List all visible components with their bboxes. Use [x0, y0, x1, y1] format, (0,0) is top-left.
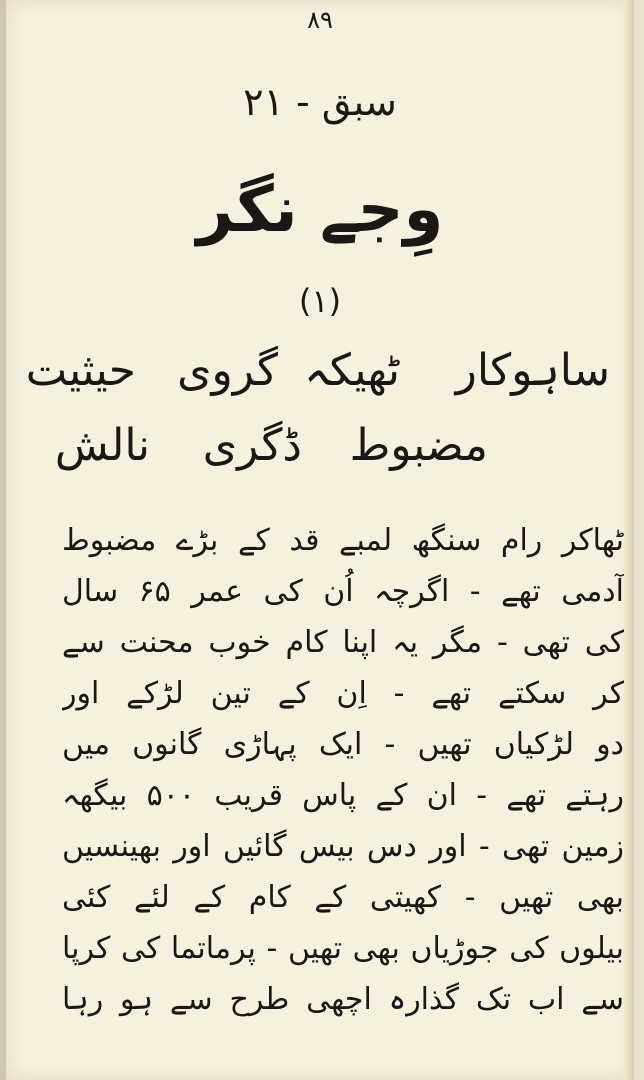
vocab-word: مضبوط [349, 420, 488, 471]
body-line: سے اب تک گذارہ اچھی طرح سے ہو رہا [62, 982, 624, 1017]
page-number: ۸۹ [307, 6, 333, 34]
vocab-word: حیثیت [25, 345, 136, 396]
body-line: کی تھی - مگر یہ اپنا کام خوب محنت سے [62, 625, 624, 660]
body-line: ٹھاکر رام سنگھ لمبے قد کے بڑے مضبوط [62, 523, 624, 558]
body-line: رہتے تھے - ان کے پاس قریب ۵۰۰ بیگھہ [62, 778, 624, 813]
body-line: بیلوں کی جوڑیاں بھی تھیں - پرماتما کی کرپا [62, 931, 624, 966]
vocab-word: ڈگری [202, 420, 302, 471]
lesson-body [62, 515, 624, 1025]
part-number: (۱) [298, 282, 342, 320]
body-line: کر سکتے تھے - اِن کے تین لڑکے اور [62, 676, 624, 711]
body-line: دو لڑکیاں تھیں - ایک پہاڑی گانوں میں [62, 727, 624, 762]
body-line: بھی تھیں - کھیتی کے کام کے لئے کئی [62, 880, 624, 915]
lesson-number: سبق - ۲۱ [243, 80, 397, 124]
vocab-word: گروی [177, 345, 278, 396]
body-line: آدمی تھے - اگرچہ اُن کی عمر ۶۵ سال [62, 574, 624, 609]
page-binding-shadow [624, 0, 634, 1080]
vocab-word: ٹھیکہ [304, 345, 400, 396]
vocabulary-row-2 [6, 420, 634, 490]
vocabulary-row-1 [6, 345, 634, 415]
vocab-word: نالش [54, 420, 150, 471]
vocab-word: ساہوکار [455, 345, 610, 396]
book-page [6, 0, 634, 1080]
lesson-title: وِجے نگر [196, 173, 444, 247]
body-line: زمین تھی - اور دس بیس گائیں اور بھینسیں [62, 829, 624, 864]
